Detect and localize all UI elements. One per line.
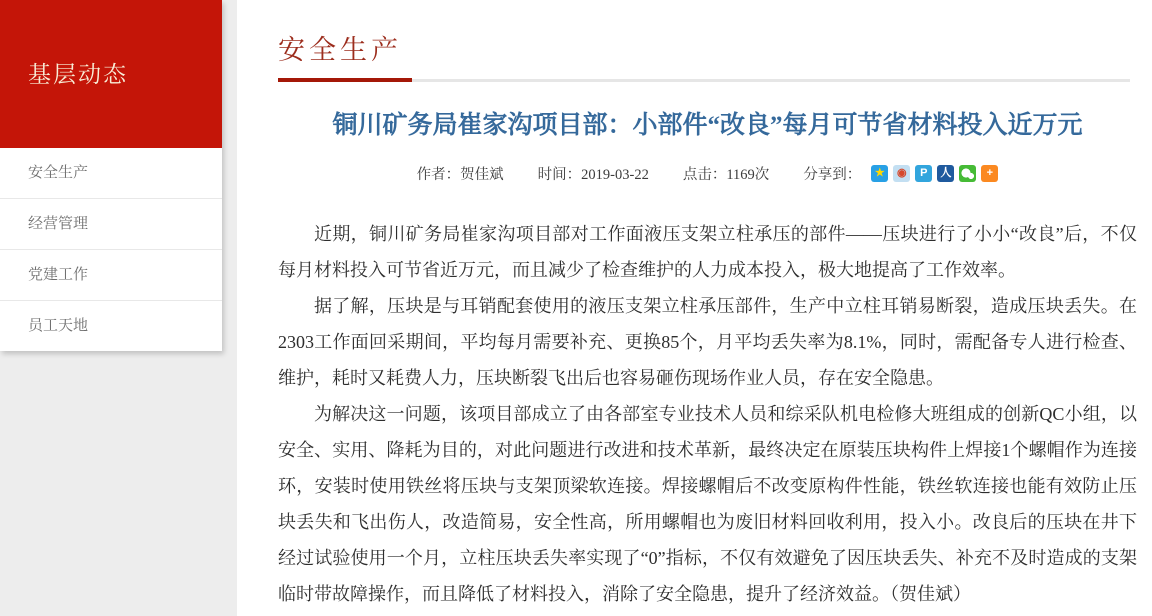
article-title: 铜川矿务局崔家沟项目部：小部件“改良”每月可节省材料投入近万元 [332, 112, 1083, 139]
share-label: 分享到： [803, 166, 862, 183]
sidebar-item-3[interactable]: 员工天地 [28, 318, 89, 334]
renren-icon[interactable]: 人 [937, 165, 954, 182]
article-body [278, 216, 1137, 612]
pengyou-icon[interactable]: P [915, 165, 932, 182]
share-icon-bar [871, 165, 998, 182]
sidebar-header [0, 0, 222, 148]
share-group [803, 163, 998, 184]
article-paragraph-1: 据了解，压块是与耳销配套使用的液压支架立柱承压部件，生产中立柱耳销易断裂，造成压块丢失。在2303工作面回采期间，平均每月需要补充、更换85个，月平均丢失率为8.1%，同时，需配备专人进行检查、维护，耗时又耗费人力，压块断裂飞出后也容易砸伤现场作业人员，存在安全隐患。 [278, 296, 1137, 388]
section-underline [278, 78, 1137, 82]
sidebar-item-0[interactable]: 安全生产 [0, 148, 222, 199]
section-title: 安全生产 [278, 35, 402, 65]
article-paragraph-0: 近期，铜川矿务局崔家沟项目部对工作面液压支架立柱承压的部件——压块进行了小小“改良”后，不仅每月材料投入可节省近万元，而且减少了检查维护的人力成本投入，极大地提高了工作效率。 [278, 224, 1137, 280]
article-paragraph-2: 为解决这一问题，该项目部成立了由各部室专业技术人员和综采队机电检修大班组成的创新QC小组，以安全、实用、降耗为目的，对此问题进行改进和技术革新，最终决定在原装压块构件上焊接1个螺帽作为连接环，安装时使用铁丝将压块与支架顶梁软连接。焊接螺帽后不改变原构件性能，铁丝软连接也能有效防止压块丢失和飞出伤人，改造简易，安全性高，所用螺帽也为废旧材料回收利用，投入小。改良后的压块在井下经过试验使用一个月，立柱压块丢失率实现了“0”指标，不仅有效避免了因压块丢失、补充不及时造成的支架临时带故障操作，而且降低了材料投入，消除了安全隐患，提升了经济效益。（贺佳斌） [278, 404, 1137, 604]
more-icon[interactable]: + [981, 165, 998, 182]
sidebar-item-2[interactable]: 党建工作 [0, 250, 222, 301]
article-meta [278, 160, 1137, 186]
sidebar-menu [0, 148, 222, 351]
sidebar [0, 0, 222, 351]
meta-clicks: 点击：1169次 [682, 166, 770, 183]
meta-author: 作者：贺佳斌 [416, 166, 504, 183]
article-panel [237, 0, 1152, 616]
weibo-icon[interactable]: ◉ [893, 165, 910, 182]
sidebar-item-1[interactable]: 经营管理 [0, 199, 222, 250]
underline-red-segment [278, 78, 412, 82]
underline-grey-segment [412, 79, 1130, 82]
sidebar-title: 基层动态 [28, 62, 128, 87]
meta-time: 时间：2019-03-22 [537, 166, 649, 183]
wechat-icon[interactable] [959, 165, 976, 182]
qzone-icon[interactable]: ★ [871, 165, 888, 182]
